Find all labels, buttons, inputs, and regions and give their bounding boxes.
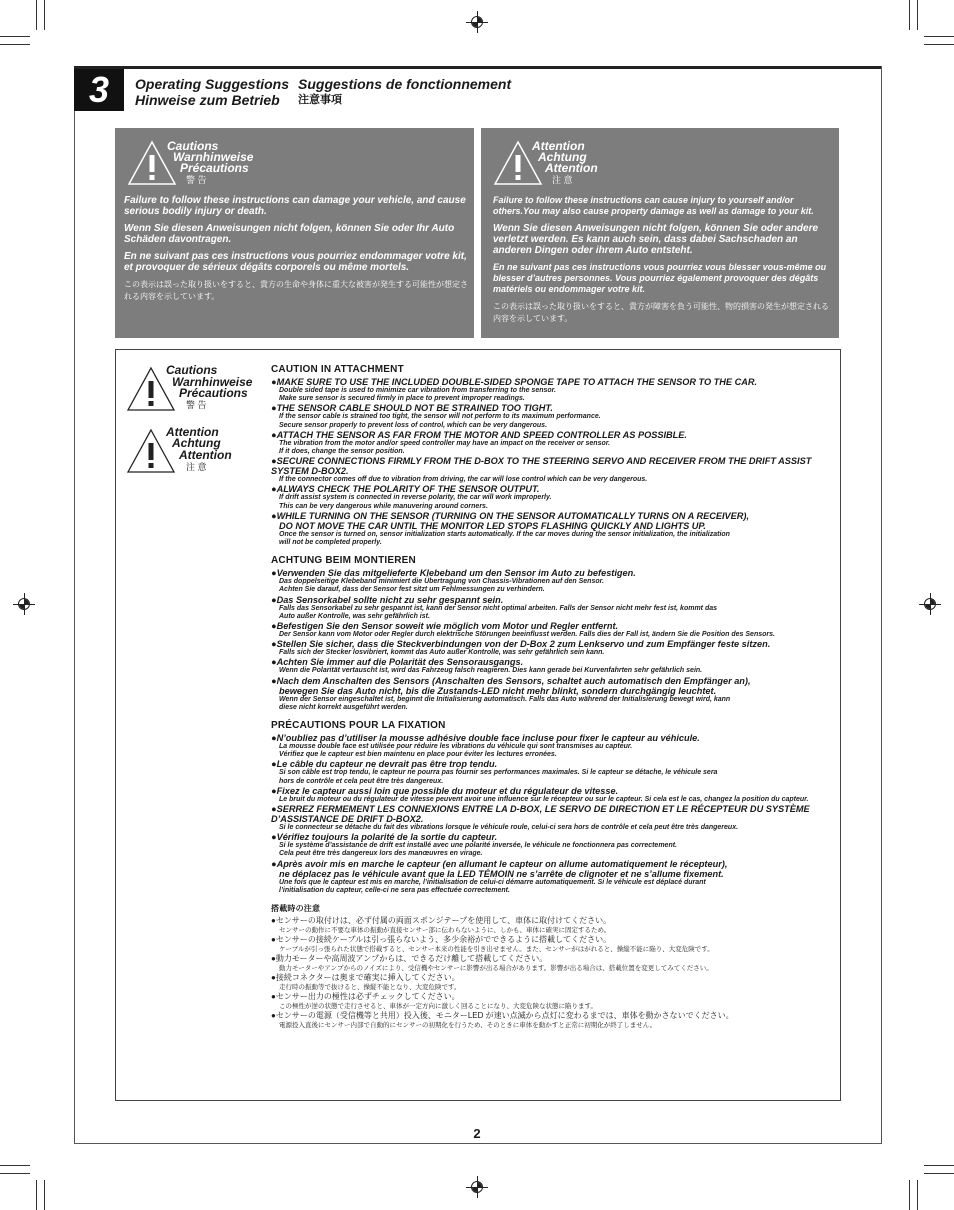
item-heading bbox=[271, 484, 831, 494]
attention-text-en: Failure to follow these instructions can cause injury to yourself and/or others.You may also cause property damage as well as damage to your kit. bbox=[493, 195, 814, 216]
attention-box bbox=[481, 128, 839, 338]
item-heading bbox=[271, 377, 831, 387]
header-title-fr: Suggestions de fonctionnement bbox=[298, 76, 512, 92]
item-detail: Falls das Sensorkabel zu sehr gespannt ist, kann der Sensor nicht optimal arbeiten. Falls der Sensor nicht mehr fest ist, kommt das bbox=[279, 604, 718, 612]
list-item bbox=[271, 859, 831, 895]
bullet-icon: ● bbox=[271, 594, 277, 605]
side-cautions-de: Warnhinweise bbox=[172, 375, 253, 389]
item-heading bbox=[271, 1011, 831, 1021]
bullet-icon: ● bbox=[271, 675, 277, 686]
section-japanese bbox=[271, 903, 831, 1030]
attention-title-en: Attention bbox=[532, 139, 585, 153]
item-heading bbox=[271, 621, 831, 631]
item-heading bbox=[271, 759, 831, 769]
cautions-title-en: Cautions bbox=[167, 139, 219, 153]
item-heading-text: SERREZ FERMEMENT LES CONNEXIONS ENTRE LA D-BOX, LE SERVO DE DIRECTION ET LE RÉCEPTEUR DU SYSTÈME D’ASSISTANCE DE DRIFT D-BOX2. bbox=[271, 804, 810, 825]
list-item bbox=[271, 484, 831, 510]
item-heading bbox=[271, 676, 831, 686]
list-item bbox=[271, 621, 831, 639]
crop-mark bbox=[924, 1165, 954, 1166]
item-heading-text: 接続コネクターは奥まで確実に挿入してください。 bbox=[275, 973, 460, 983]
section-french bbox=[271, 720, 831, 895]
header-title-en: Operating Suggestions bbox=[135, 76, 290, 92]
crop-mark bbox=[36, 1180, 37, 1210]
item-detail: If the connector comes off due to vibration from driving, the car will lose control which can be very dangerous. bbox=[279, 476, 648, 484]
crop-mark bbox=[909, 1180, 910, 1210]
list-item bbox=[271, 804, 831, 832]
item-detail: Si son câble est trop tendu, le capteur ne pourra pas fournir ses performances maximales. Si le capteur se détache, le véhicule sera bbox=[279, 769, 718, 777]
bullet-icon: ● bbox=[271, 973, 276, 983]
bullet-icon: ● bbox=[271, 484, 277, 495]
item-heading-continued: bewegen Sie das Auto nicht, bis die Zustands-LED nicht mehr blinkt, sondern durchgängig leuchtet. bbox=[279, 685, 717, 696]
item-detail: l’initialisation du capteur, celle-ci ne sera pas effectuée correctement. bbox=[279, 886, 510, 894]
item-detail: diese nicht korrekt ausgeführt werden. bbox=[279, 703, 408, 711]
attention-text-de: Wenn Sie diesen Anweisungen nicht folgen, können Sie oder andere verletzt werden. Es kann auch sein, dass dabei Sachschaden an anderen Dingen oder ihrem Auto entsteht. bbox=[493, 223, 819, 256]
bullet-icon: ● bbox=[271, 954, 276, 964]
item-heading bbox=[271, 430, 831, 440]
bullet-icon: ● bbox=[271, 377, 277, 387]
item-detail: ケーブルが引っ張られた状態で搭載すると、センサー本来の性能を引き出せません。また、センサーがはがれると、操縦不能に陥り、大変危険です。 bbox=[279, 946, 714, 954]
instructions-panel bbox=[115, 349, 841, 1101]
bullet-icon: ● bbox=[271, 804, 277, 815]
item-heading-text: センサーの接続ケーブルは引っ張らないよう、多少余裕がでできるように搭載してください。 bbox=[275, 935, 612, 945]
item-detail: Cela peut être très dangereux lors des manœuvres en virage. bbox=[279, 850, 483, 858]
side-cautions-fr: Précautions bbox=[179, 386, 248, 400]
list-item bbox=[271, 916, 831, 935]
item-detail: 走行時の振動等で抜けると、操縦不能となり、大変危険です。 bbox=[279, 984, 461, 992]
side-cautions-en: Cautions bbox=[166, 363, 218, 377]
cautions-text-en: Failure to follow these instructions can damage your vehicle, and cause serious bodily injury or death. bbox=[124, 195, 466, 217]
item-detail: Make sure sensor is secured firmly in place to prevent improper readings. bbox=[279, 395, 525, 403]
item-detail: If drift assist system is connected in reverse polarity, the car will work improperly. bbox=[279, 494, 552, 502]
list-item bbox=[271, 595, 831, 621]
item-heading-text: SECURE CONNECTIONS FIRMLY FROM THE D-BOX TO THE STEERING SERVO AND RECEIVER FROM THE DRIFT ASSIST SYSTEM D-BOX2. bbox=[271, 456, 812, 477]
registration-mark-icon bbox=[922, 596, 938, 612]
crop-mark bbox=[0, 1173, 30, 1174]
registration-mark-icon bbox=[16, 596, 32, 612]
item-heading bbox=[271, 992, 831, 1002]
item-detail: Auto außer Kontrolle, was sehr gefährlich ist. bbox=[279, 612, 430, 620]
item-detail: Once the sensor is turned on, sensor initialization starts automatically. If the car moves during the sensor initialization, the initialization bbox=[279, 530, 730, 538]
list-item bbox=[271, 992, 831, 1011]
list-item bbox=[271, 403, 831, 429]
item-heading-text: Le câble du capteur ne devrait pas être trop tendu. bbox=[276, 759, 498, 770]
bullet-icon: ● bbox=[271, 456, 277, 467]
list-item bbox=[271, 377, 831, 403]
item-detail: Falls sich der Stecker losvibriert, kommt das Auto außer Kontrolle, was sehr gefährlich sein kann. bbox=[279, 649, 605, 657]
item-heading bbox=[271, 511, 831, 521]
cautions-title-jp: 警 告 bbox=[186, 175, 207, 185]
item-heading-text: MAKE SURE TO USE THE INCLUDED DOUBLE-SIDED SPONGE TAPE TO ATTACH THE SENSOR TO THE CAR. bbox=[276, 377, 758, 387]
side-attention-fr: Attention bbox=[179, 448, 232, 462]
cautions-title-de: Warnhinweise bbox=[173, 150, 254, 164]
item-detail: 電源投入直後にセンサー内部で自動的にセンサーの初期化を行うため、そのときに車体を動かすと正常に初期化が終了しません。 bbox=[279, 1022, 657, 1030]
crop-mark bbox=[924, 1173, 954, 1174]
item-detail: Le bruit du moteur ou du régulateur de vitesse peuvent avoir une influence sur le récepteur ou sur le capteur. Si cela est le cas, changez la position du capteur. bbox=[279, 795, 809, 803]
item-heading bbox=[271, 733, 831, 743]
item-detail: Si le connecteur se détache du fait des vibrations lorsque le véhicule roule, celui-ci sera hors de contrôle et cela peut être très dangereux. bbox=[279, 824, 739, 832]
bullet-icon: ● bbox=[271, 403, 277, 414]
list-item bbox=[271, 511, 831, 547]
bullet-icon: ● bbox=[271, 639, 277, 650]
bullet-icon: ● bbox=[271, 733, 277, 744]
item-heading-text: Nach dem Anschalten des Sensors (Anschalten des Sensors, schaltet auch automatisch den Empfänger an), bbox=[276, 675, 751, 686]
item-detail: If it does, change the sensor position. bbox=[279, 448, 405, 456]
bullet-icon: ● bbox=[271, 510, 277, 521]
bullet-icon: ● bbox=[271, 935, 276, 945]
list-item bbox=[271, 832, 831, 858]
crop-mark bbox=[924, 36, 954, 37]
item-heading bbox=[271, 916, 831, 926]
bullet-icon: ● bbox=[271, 785, 277, 796]
item-detail: Das doppelseitige Klebeband minimiert die Übertragung von Chassis-Vibrationen auf den Sensor. bbox=[279, 578, 604, 586]
section-number: 3 bbox=[74, 69, 124, 111]
bullet-icon: ● bbox=[271, 568, 277, 579]
side-attention-jp: 注 意 bbox=[186, 462, 207, 472]
list-item bbox=[271, 973, 831, 992]
item-heading-text: Das Sensorkabel sollte nicht zu sehr gespannt sein. bbox=[276, 594, 504, 605]
item-heading-text: THE SENSOR CABLE SHOULD NOT BE STRAINED TOO TIGHT. bbox=[276, 403, 553, 414]
list-item bbox=[271, 786, 831, 804]
item-heading-text: Befestigen Sie den Sensor soweit wie möglich vom Motor und Regler entfernt. bbox=[276, 621, 619, 632]
crop-mark bbox=[924, 44, 954, 45]
item-detail: Wenn der Sensor eingeschaltet ist, beginnt die Initialisierung automatisch. Falls das Auto während der Initialisierung bewegt wird, kann bbox=[279, 695, 731, 703]
item-detail: Double sided tape is used to minimize car vibration from transferring to the sensor. bbox=[279, 387, 556, 394]
item-heading-text: Stellen Sie sicher, dass die Steckverbindungen von der D-Box 2 zum Lenkservo und zum Empfänger feste sitzen. bbox=[276, 639, 771, 650]
bullet-icon: ● bbox=[271, 429, 277, 440]
crop-mark bbox=[0, 44, 30, 45]
crop-mark bbox=[0, 36, 30, 37]
item-detail: Achten Sie darauf, dass der Sensor fest sitzt um Fehlmessungen zu verhindern. bbox=[279, 586, 545, 594]
item-heading bbox=[271, 639, 831, 649]
item-heading bbox=[271, 456, 831, 476]
item-heading-text: Achten Sie immer auf die Polarität des Sensorausgangs. bbox=[276, 657, 524, 668]
item-heading-text: センサーの取付けは、必ず付属の両面スポンジテープを使用して、車体に取付けてください。 bbox=[275, 916, 612, 926]
header-rule bbox=[74, 66, 881, 69]
crop-mark bbox=[909, 0, 910, 30]
cautions-text-jp: この表示は誤った取り扱いをすると、貴方の生命や身体に重大な被害が発生する可能性が想定される内容を示しています。 bbox=[124, 280, 468, 301]
list-item bbox=[271, 1011, 831, 1030]
item-heading-text: ALWAYS CHECK THE POLARITY OF THE SENSOR OUTPUT. bbox=[276, 484, 540, 495]
item-detail: Si le système d’assistance de drift est installé avec une polarité inversée, le véhicule ne fonctionnera pas correctement. bbox=[279, 842, 677, 850]
item-detail: Une fois que le capteur est mis en marche, l’initialisation de celui-ci démarre automatiquement. Si le véhicule est déplacé durant bbox=[279, 878, 706, 886]
bullet-icon: ● bbox=[271, 916, 276, 926]
list-item bbox=[271, 657, 831, 675]
item-heading-text: N’oubliez pas d’utiliser la mousse adhésive double face incluse pour fixer le capteur au véhicule. bbox=[276, 733, 700, 744]
registration-mark-icon bbox=[469, 14, 485, 30]
item-heading bbox=[271, 973, 831, 983]
cautions-title-fr: Précautions bbox=[180, 161, 249, 175]
list-item bbox=[271, 676, 831, 712]
item-detail: Wenn die Polarität vertauscht ist, wird das Fahrzeug falsch reagieren. Dies kann gerade bei Kurvenfahrten sehr gefährlich sein. bbox=[279, 667, 703, 675]
crop-mark bbox=[36, 0, 37, 30]
item-heading-text: Vérifiez toujours la polarité de la sortie du capteur. bbox=[276, 832, 498, 843]
item-heading bbox=[271, 657, 831, 667]
item-detail: will not be completed properly. bbox=[279, 539, 382, 547]
item-detail: hors de contrôle et cela peut être très dangereux. bbox=[279, 777, 444, 785]
item-detail: La mousse double face est utilisée pour réduire les vibrations du véhicule qui sont transmises au capteur. bbox=[279, 743, 633, 751]
registration-mark-icon bbox=[469, 1179, 485, 1195]
item-heading bbox=[271, 403, 831, 413]
item-detail: Der Sensor kann vom Motor oder Regler durch elektrische Störungen beeinflusst werden. Falls dies der Fall ist, ändern Sie die Position des Sensors. bbox=[279, 631, 775, 639]
item-heading bbox=[271, 859, 831, 869]
item-detail: This can be very dangerous while manuvering around corners. bbox=[279, 502, 488, 510]
header-title-jp: 注意事項 bbox=[298, 94, 342, 106]
item-heading-text: センサー出力の極性は必ずチェックしてください。 bbox=[275, 992, 460, 1002]
item-detail: If the sensor cable is strained too tight, the sensor will not perform to its maximum performance. bbox=[279, 413, 601, 421]
list-item bbox=[271, 733, 831, 759]
header-title-de: Hinweise zum Betrieb bbox=[135, 92, 280, 108]
cautions-text-de: Wenn Sie diesen Anweisungen nicht folgen, können Sie oder Ihr Auto Schäden davontragen. bbox=[124, 223, 455, 245]
bullet-icon: ● bbox=[271, 1011, 276, 1021]
list-item bbox=[271, 568, 831, 594]
crop-mark bbox=[917, 1180, 918, 1210]
item-heading bbox=[271, 786, 831, 796]
item-detail: Secure sensor properly to prevent loss of control, which can be very dangerous. bbox=[279, 421, 548, 429]
item-heading bbox=[271, 804, 831, 824]
side-cautions-jp: 警 告 bbox=[186, 400, 207, 410]
item-heading-continued: DO NOT MOVE THE CAR UNTIL THE MONITOR LED STOPS FLASHING QUICKLY AND LIGHTS UP. bbox=[279, 520, 706, 531]
instructions-content bbox=[271, 364, 831, 1030]
bullet-icon: ● bbox=[271, 832, 277, 843]
crop-mark bbox=[44, 0, 45, 30]
section-title: PRÉCAUTIONS POUR LA FIXATION bbox=[271, 720, 446, 732]
section-title: 搭載時の注意 bbox=[271, 904, 321, 914]
section-title: CAUTION IN ATTACHMENT bbox=[271, 364, 404, 375]
item-heading-text: WHILE TURNING ON THE SENSOR (TURNING ON THE SENSOR AUTOMATICALLY TURNS ON A RECEIVER), bbox=[276, 510, 750, 521]
crop-mark bbox=[917, 0, 918, 30]
crop-mark bbox=[44, 1180, 45, 1210]
list-item bbox=[271, 430, 831, 456]
cautions-text-fr: En ne suivant pas ces instructions vous pourriez endommager votre kit, et provoquer de sérieux dégâts corporels ou même mortels. bbox=[124, 251, 467, 273]
item-heading bbox=[271, 935, 831, 945]
page-number: 2 bbox=[473, 1126, 481, 1141]
item-detail: Vérifiez que le capteur est bien maintenu en place pour éviter les lectures erronées. bbox=[279, 751, 557, 759]
side-attention-en: Attention bbox=[166, 425, 219, 439]
bullet-icon: ● bbox=[271, 621, 277, 632]
item-heading-continued: ne déplacez pas le véhicule avant que la LED TÉMOIN ne s’arrête de clignoter et ne s’allume fixement. bbox=[279, 868, 724, 879]
item-detail: 動力モーターやアンプからのノイズにより、受信機やセンサーに影響が出る場合があります。影響が出る場合は、搭載位置を変更してみてください。 bbox=[279, 965, 713, 973]
attention-title-fr: Attention bbox=[545, 161, 598, 175]
crop-mark bbox=[0, 1165, 30, 1166]
list-item bbox=[271, 639, 831, 657]
item-heading-text: Après avoir mis en marche le capteur (en allumant le capteur on allume automatiquement le récepteur), bbox=[276, 858, 728, 869]
list-item bbox=[271, 954, 831, 973]
item-heading bbox=[271, 832, 831, 842]
item-detail: この極性が逆の状態で走行させると、車体が一定方向に激しく回ることになり、大変危険な状態に陥ります。 bbox=[279, 1003, 597, 1011]
list-item bbox=[271, 759, 831, 785]
bullet-icon: ● bbox=[271, 759, 277, 770]
section-german bbox=[271, 555, 831, 712]
item-heading-text: ATTACH THE SENSOR AS FAR FROM THE MOTOR AND SPEED CONTROLLER AS POSSIBLE. bbox=[276, 429, 687, 440]
bullet-icon: ● bbox=[271, 657, 277, 668]
attention-title-de: Achtung bbox=[538, 150, 587, 164]
item-heading-text: Fixez le capteur aussi loin que possible du moteur et du régulateur de vitesse. bbox=[276, 785, 619, 796]
item-heading-text: センサーの電源（受信機等と共用）投入後、モニターLED が速い点滅から点灯に変わるまでは、車体を動かさないでください。 bbox=[275, 1011, 734, 1021]
bullet-icon: ● bbox=[271, 992, 276, 1002]
bullet-icon: ● bbox=[271, 858, 277, 869]
attention-title-jp: 注 意 bbox=[552, 175, 573, 185]
item-heading bbox=[271, 595, 831, 605]
side-attention-de: Achtung bbox=[172, 436, 221, 450]
item-heading bbox=[271, 954, 831, 964]
item-detail: The vibration from the motor and/or speed controller may have an impact on the receiver or sensor. bbox=[279, 439, 611, 447]
item-heading-text: 動力モーターや高周波アンプからは、できるだけ離して搭載してください。 bbox=[275, 954, 548, 964]
list-item bbox=[271, 456, 831, 484]
item-heading bbox=[271, 568, 831, 578]
section-english bbox=[271, 364, 831, 547]
item-heading-text: Verwenden Sie das mitgelieferte Klebeband um den Sensor im Auto zu befestigen. bbox=[276, 568, 636, 579]
attention-text-jp: この表示は誤った取り扱いをすると、貴方が障害を負う可能性、物的損害の発生が想定される内容を示しています。 bbox=[493, 302, 829, 323]
cautions-box bbox=[115, 128, 474, 338]
attention-text-fr: En ne suivant pas ces instructions vous pourriez vous blesser vous-même ou blesser d’autres personnes. Vous pourriez également provoquer des dégâts matériels ou endommager votre kit. bbox=[493, 262, 827, 294]
item-detail: センサーの動作に不要な車体の振動が直接センサー部に伝わらないように、しかも、車体に確実に固定するため。 bbox=[279, 927, 611, 935]
section-title: ACHTUNG BEIM MONTIEREN bbox=[271, 555, 416, 567]
list-item bbox=[271, 935, 831, 954]
